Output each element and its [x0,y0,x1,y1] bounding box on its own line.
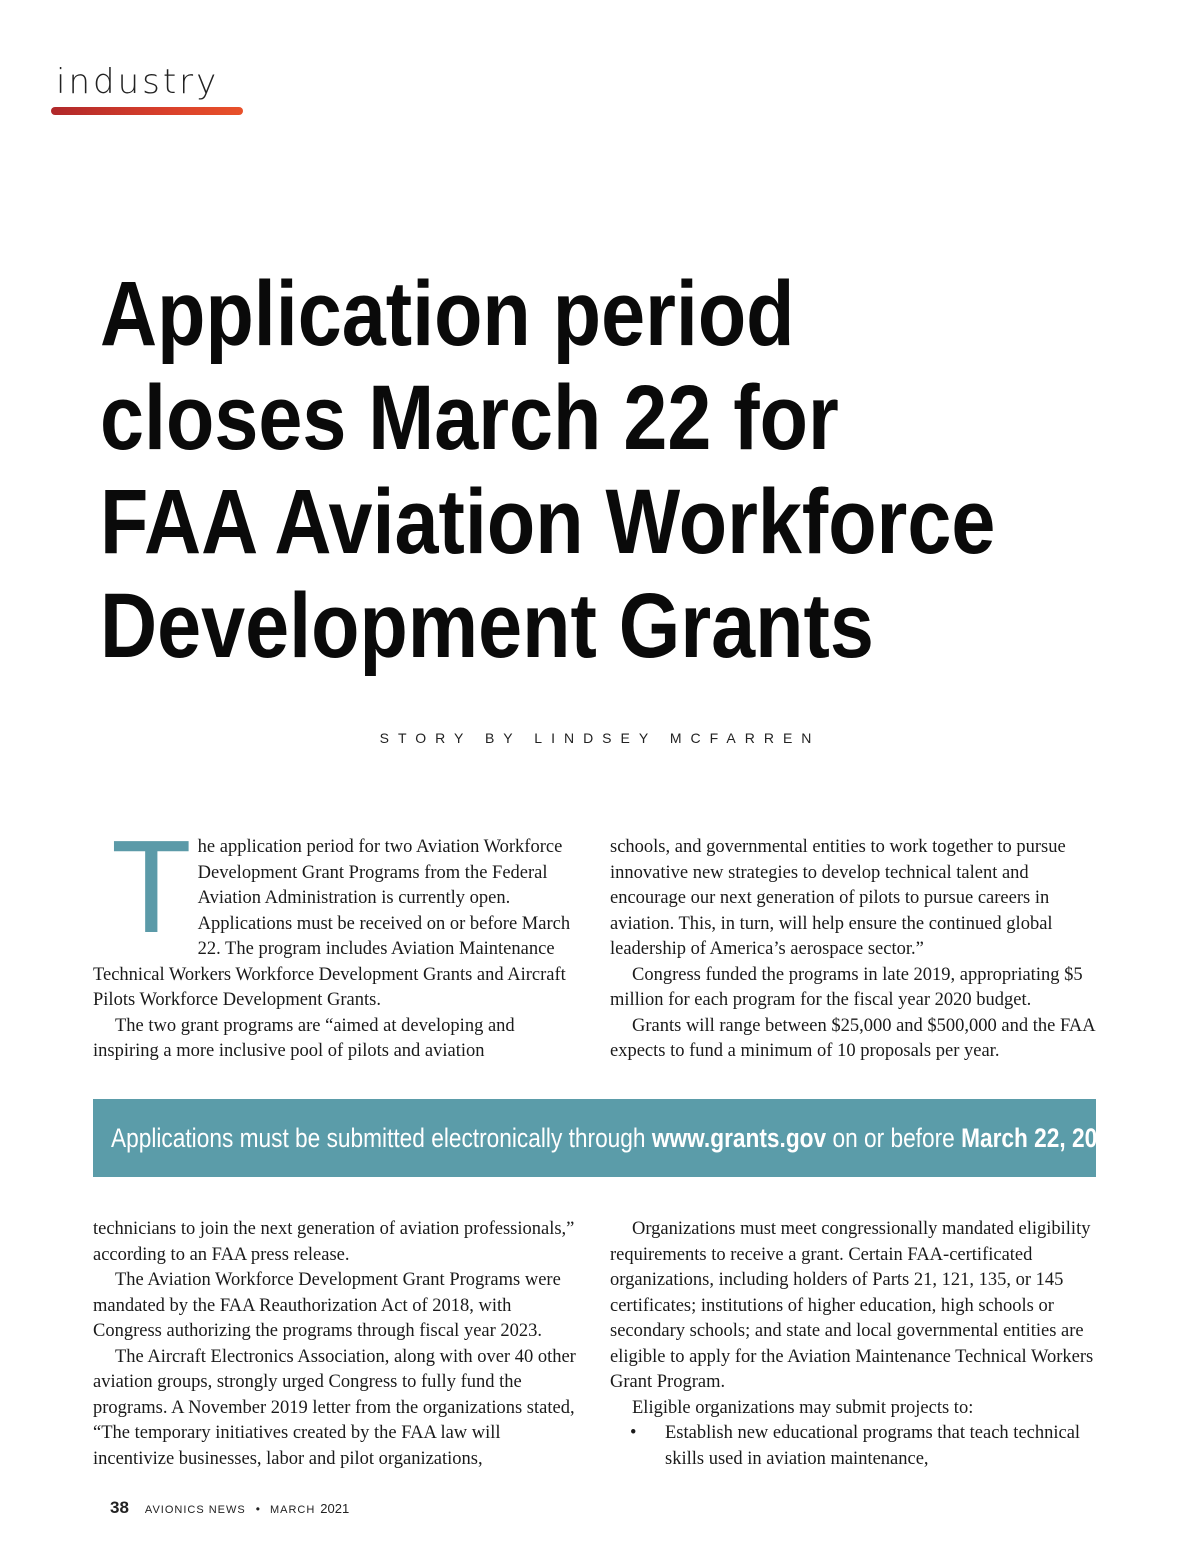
body-column-1 [93,813,578,1065]
callout-prefix: Applications must be submitted electronically through [111,1122,652,1153]
page-number: 38 [110,1498,129,1517]
drop-cap: T [111,813,192,960]
paragraph: technicians to join the next generation of aviation professionals,” according to an FAA press release. [93,1219,575,1265]
issue-year: 2021 [320,1501,350,1516]
paragraph: The two grant programs are “aimed at developing and inspiring a more inclusive pool of pilots and aviation [93,1015,515,1061]
paragraph: Eligible organizations may submit projects to: [632,1397,974,1418]
headline-line: closes March 22 for [100,367,839,469]
byline: STORY BY LINDSEY MCFARREN [379,730,821,746]
callout-url[interactable]: www.grants.gov [651,1122,827,1153]
headline-line: FAA Aviation Workforce [100,471,996,573]
bullet-icon: • [630,1423,637,1443]
paragraph: Organizations must meet congressionally mandated eligibility requirements to receive a grant. Certain FAA-certificated organizations, including holders of Parts 21, 121, 135, or 145 certificates; institutions of higher education, high schools or secondary schools; and state and local governmental entities are eligible to apply for the Aviation Maintenance Technical Workers Grant Program. [610,1219,1094,1392]
publication-name: AVIONICS NEWS [144,1504,246,1516]
bullet-item [610,1421,1100,1472]
footer-separator: • [255,1502,260,1516]
callout-middle: on or before [826,1122,962,1153]
page-footer [110,1498,349,1518]
headline-line: Development Grants [100,575,874,677]
article-headline [100,262,1012,678]
paragraph: Congress funded the programs in late 2019, appropriating $5 million for each program for the fiscal year 2020 budget. [610,964,1083,1010]
callout-date: March 22, 2021. [961,1122,1129,1153]
body-column-4 [610,1217,1100,1472]
section-accent-bar [51,107,243,115]
paragraph: The Aviation Workforce Development Grant Programs were mandated by the FAA Reauthorization Act of 2018, with Congress authorizing the programs through fiscal year 2023. [93,1270,561,1341]
body-column-3 [93,1217,578,1472]
paragraph: The Aircraft Electronics Association, along with over 40 other aviation groups, strongly urged Congress to fully fund the programs. A November 2019 letter from the organizations stated, “The temporary initiatives created by the FAA law will incentivize businesses, labor and pilot organizations, [93,1346,576,1469]
bullet-text: Establish new educational programs that teach technical skills used in aviation maintenance, [665,1423,1081,1469]
paragraph: schools, and governmental entities to work together to pursue innovative new strategies to develop technical talent and encourage our next generation of pilots to pursue careers in aviation. This, in turn, will help ensure the continued global leadership of America’s aerospace sector.” [610,837,1066,959]
paragraph: Grants will range between $25,000 and $500,000 and the FAA expects to fund a minimum of 10 proposals per year. [610,1015,1095,1061]
headline-line: Application period [100,263,795,365]
callout-banner [93,1099,1129,1177]
section-label: industry [56,62,220,102]
body-column-2 [610,835,1100,1065]
paragraph: he application period for two Aviation Workforce Development Grant Programs from the Federal Aviation Administration is currently open. Applications must be received on or before March 22. The program includes Aviation Maintenance Technical Workers Workforce Development Grants and Aircraft Pilots Workforce Development Grants. [93,837,571,1010]
issue-month: MARCH [269,1504,316,1516]
